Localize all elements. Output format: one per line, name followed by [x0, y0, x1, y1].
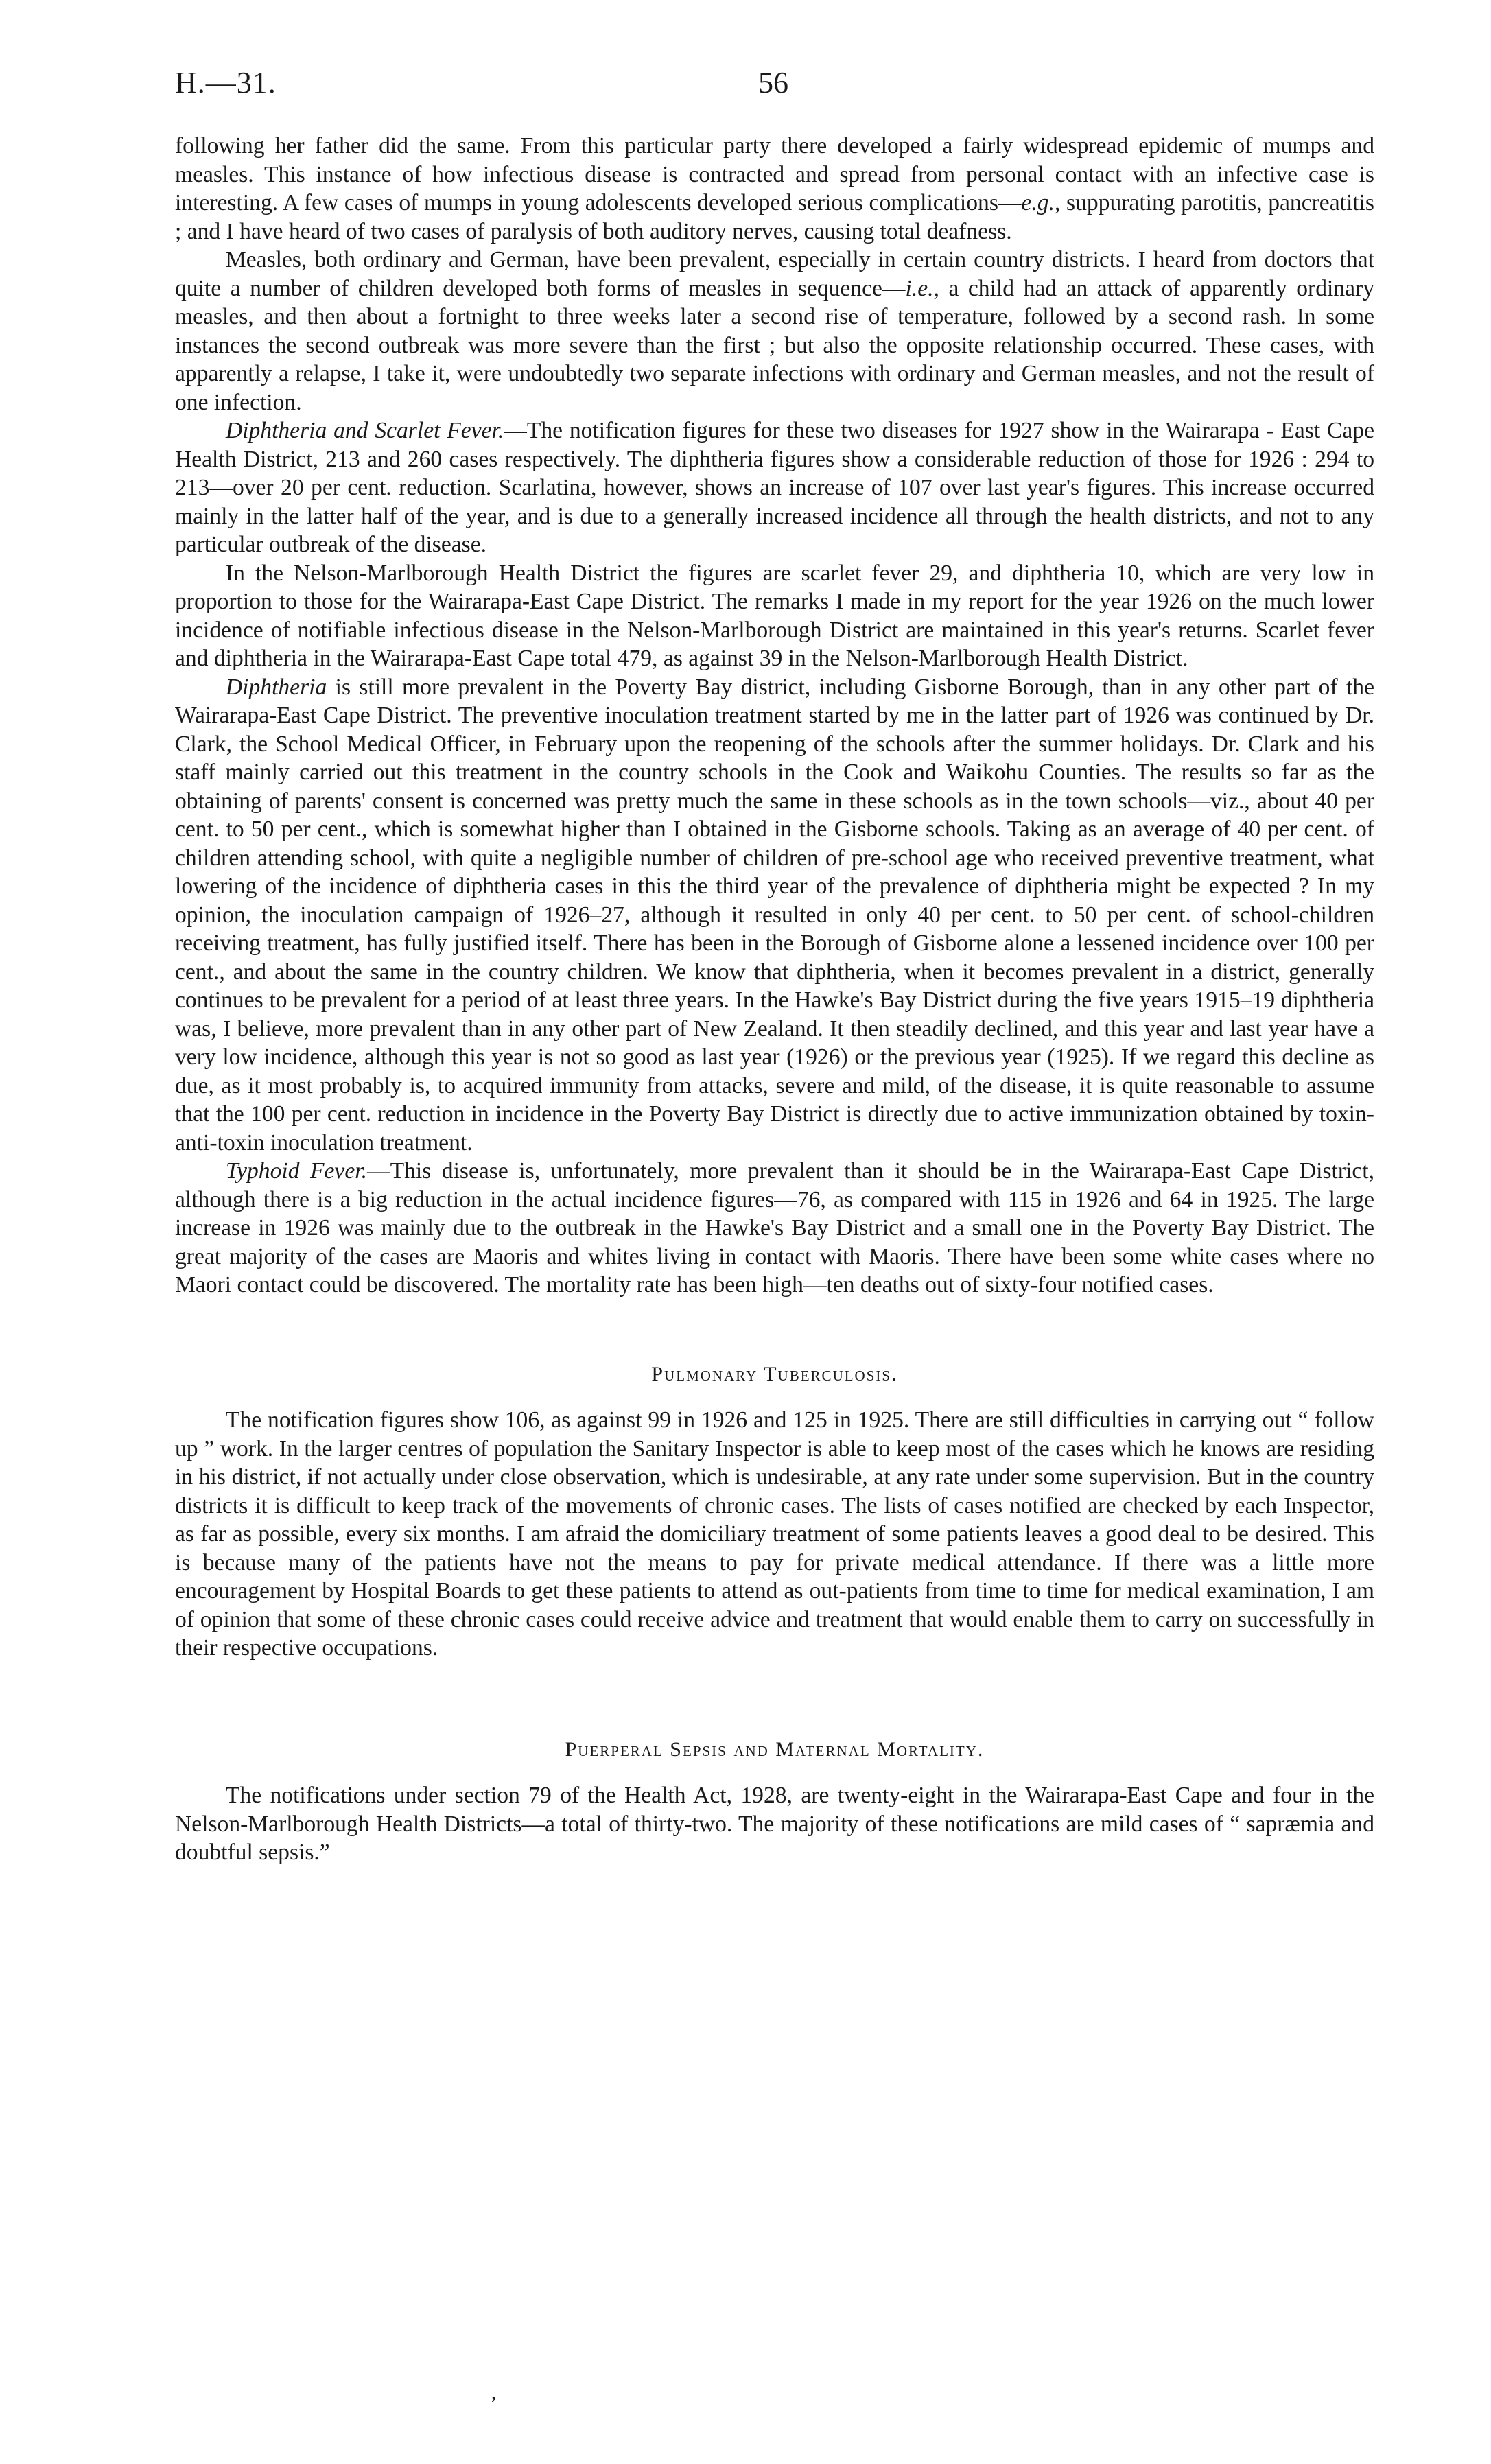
paragraph-mumps: following her father did the same. From this particular party there developed a fairly widespread epidemic of mumps and measles. This instance of how infectious disease is contracted and spread from personal contact with an infective case is interesting. A few cases of mumps in young adolescents developed serious complications—e.g., suppurating parotitis, pancreatitis ; and I have heard of two cases of paralysis of both auditory nerves, causing total deafness.	[175, 133, 1375, 244]
stray-mark: ,	[491, 2382, 496, 2404]
section-heading-puerperal-sepsis: Puerperal Sepsis and Maternal Mortality.	[565, 1737, 985, 1761]
paragraph-diphtheria-poverty-bay: Diphtheria is still more prevalent in the Poverty Bay district, including Gisborne Borough, than in any other part of the Wairarapa-East Cape District. The preventive inoculation treatment started by me in the latter part of 1926 was continued by Dr. Clark, the School Medical Officer, in February upon the reopening of the schools after the summer holidays. Dr. Clark and his staff mainly carried out this treatment in the country schools in the Cook and Waikohu Counties. The results so far as the obtaining of parents' consent is concerned was pretty much the same in these schools as in the town schools—viz., about 40 per cent. to 50 per cent., which is somewhat higher than I obtained in the Gisborne schools. Taking as an average of 40 per cent. of children attending school, with quite a negligible number of children of pre-school age who received preventive treatment, what lowering of the incidence of diphtheria cases in this the third year of the prevalence of diphtheria might be expected ? In my opinion, the inoculation campaign of 1926–27, although it resulted in only 40 per cent. to 50 per cent. of school-children receiving treatment, has fully justified itself. There has been in the Borough of Gisborne alone a lessened incidence over 100 per cent., and about the same in the country children. We know that diphtheria, when it becomes prevalent in a district, generally continues to be prevalent for a period of at least three years. In the Hawke's Bay District during the five years 1915–19 diphtheria was, I believe, more prevalent than in any other part of New Zealand. It then steadily declined, and this year and last year have a very low incidence, although this year is not so good as last year (1926) or the previous year (1925). If we regard this decline as due, as it most probably is, to acquired immunity from attacks, severe and mild, of the disease, it is quite reasonable to assume that the 100 per cent. reduction in incidence in the Poverty Bay District is directly due to active immunization obtained by toxin-anti-toxin inoculation treatment.	[175, 674, 1374, 1155]
subheading-typhoid: Typhoid Fever.	[225, 1158, 367, 1184]
paragraph-nelson-marlborough: In the Nelson-Marlborough Health District the figures are scarlet fever 29, and diphtheria 10, which are very low in proportion to those for the Wairarapa-East Cape District. The remarks I made in my report for the year 1926 on the much lower incidence of notifiable infectious disease in the Nelson-Marlborough District are maintained in this year's returns. Scarlet fever and diphtheria in the Wairarapa-East Cape total 479, as against 39 in the Nelson-Marlborough Health District.	[175, 560, 1374, 671]
paragraph-diphtheria-scarlet: Diphtheria and Scarlet Fever.—The notification figures for these two diseases for 1927 show in the Wairarapa - East Cape Health District, 213 and 260 cases respectively. The diphtheria figures show a considerable reduction of those for 1926 : 294 to 213—over 20 per cent. reduction. Scarlatina, however, shows an increase of 107 over last year's figures. This increase occurred mainly in the latter half of the year, and is due to a generally increased incidence all through the health districts, and not to any particular outbreak of the disease.	[175, 418, 1374, 557]
paragraph-puerperal-sepsis: The notifications under section 79 of the Health Act, 1928, are twenty-eight in the Wairarapa-East Cape and four in the Nelson-Marlborough Health Districts—a total of thirty-two. The majority of these notifications are mild cases of “ sapræmia and doubtful sepsis.”	[175, 1783, 1374, 1865]
section-heading-tuberculosis: Pulmonary Tuberculosis.	[651, 1362, 898, 1385]
subheading-diphtheria-scarlet: Diphtheria and Scarlet Fever.	[225, 418, 504, 443]
body-text	[175, 132, 1374, 1867]
paragraph-typhoid: Typhoid Fever.—This disease is, unfortunately, more prevalent than it should be in the Wairarapa-East Cape District, although there is a big reduction in the actual incidence figures—76, as compared with 115 in 1926 and 64 in 1925. The large increase in 1926 was mainly due to the outbreak in the Hawke's Bay District and a small one in the Poverty Bay District. The great majority of the cases are Maoris and whites living in contact with Maoris. There have been some white cases where no Maori contact could be discovered. The mortality rate has been high—ten deaths out of sixty-four notified cases.	[175, 1158, 1374, 1298]
page-number: 56	[758, 66, 788, 99]
paragraph-measles: Measles, both ordinary and German, have been prevalent, especially in certain country districts. I heard from doctors that quite a number of children developed both forms of measles in sequence—i.e., a child had an attack of apparently ordinary measles, and then about a fortnight to three weeks later a second rise of temperature, followed by a second rash. In some instances the second outbreak was more severe than the first ; but also the opposite relationship occurred. These cases, with apparently a relapse, I take it, were undoubtedly two separate infections with ordinary and German measles, and not the result of one infection.	[175, 247, 1374, 415]
paragraph-tuberculosis: The notification figures show 106, as against 99 in 1926 and 125 in 1925. There are still difficulties in carrying out “ follow up ” work. In the larger centres of population the Sanitary Inspector is able to keep most of the cases which he knows are residing in his district, if not actually under close observation, which is undesirable, at any rate under some supervision. But in the country districts it is difficult to keep track of the movements of chronic cases. The lists of cases notified are checked by each Inspector, as far as possible, every six months. I am afraid the domiciliary treatment of some patients leaves a good deal to be desired. This is because many of the patients have not the means to pay for private medical attendance. If there was a little more encouragement by Hospital Boards to get these patients to attend as out-patients from time to time for medical examination, I am of opinion that some of these chronic cases could receive advice and treatment that would enable them to carry on successfully in their respective occupations.	[175, 1407, 1374, 1661]
subheading-diphtheria: Diphtheria	[225, 674, 327, 700]
report-reference: H.—31.	[175, 66, 277, 99]
